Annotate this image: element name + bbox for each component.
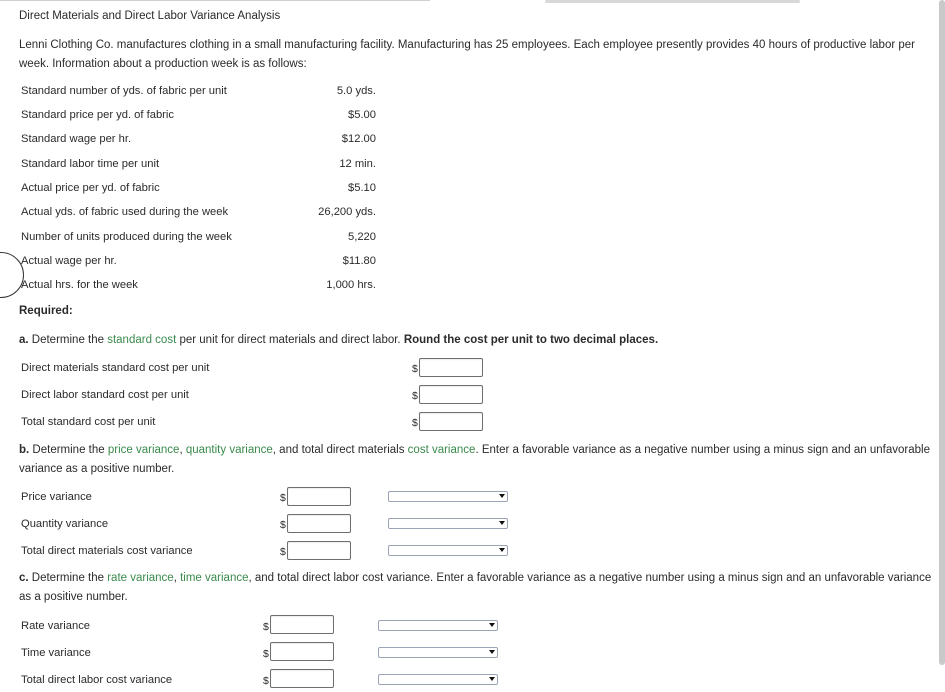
- total-standard-cost-input[interactable]: [419, 412, 483, 431]
- info-label: Standard number of yds. of fabric per unit: [21, 85, 227, 97]
- dollar-sign: $: [263, 621, 269, 633]
- info-label: Actual yds. of fabric used during the week: [21, 206, 229, 218]
- total-dm-variance-input[interactable]: [287, 541, 351, 560]
- rate-variance-link[interactable]: rate variance: [107, 572, 174, 584]
- row-label: Time variance: [21, 647, 91, 659]
- required-heading: Required:: [19, 305, 73, 317]
- row-label: Total direct labor cost variance: [21, 674, 173, 686]
- info-value: $11.80: [342, 255, 376, 267]
- info-value: $5.10: [348, 182, 376, 194]
- part-b-instructions: [19, 441, 934, 479]
- time-variance-link[interactable]: time variance: [180, 572, 249, 584]
- row-label: Price variance: [21, 491, 92, 503]
- rate-variance-input[interactable]: [270, 615, 334, 634]
- part-b-text: ,: [179, 444, 186, 456]
- part-a-prefix: a.: [19, 334, 29, 346]
- info-value: $5.00: [348, 109, 376, 121]
- standard-cost-link[interactable]: standard cost: [107, 334, 177, 346]
- price-variance-link[interactable]: price variance: [107, 444, 180, 456]
- time-variance-input[interactable]: [270, 642, 334, 661]
- row-label: Direct materials standard cost per unit: [21, 362, 210, 374]
- dm-standard-cost-input[interactable]: [419, 358, 483, 377]
- part-a-text: Determine the: [28, 334, 108, 346]
- top-shadow-bar: [545, 0, 800, 3]
- info-value: 26,200 yds.: [318, 206, 376, 218]
- info-label: Standard labor time per unit: [21, 158, 160, 170]
- total-dm-variance-type-select[interactable]: [388, 545, 508, 556]
- top-divider: [0, 0, 430, 1]
- quantity-variance-link[interactable]: quantity variance: [185, 444, 273, 456]
- part-b-text: Determine the: [29, 444, 108, 456]
- part-c-instructions: [19, 569, 934, 607]
- dollar-sign: $: [263, 675, 269, 687]
- row-label: Direct labor standard cost per unit: [21, 389, 189, 401]
- info-label: Actual price per yd. of fabric: [21, 182, 160, 194]
- info-label: Standard wage per hr.: [21, 133, 132, 145]
- vertical-scrollbar[interactable]: [939, 0, 945, 665]
- info-value: $12.00: [341, 133, 376, 145]
- info-label: Actual hrs. for the week: [21, 279, 138, 291]
- dollar-sign: $: [412, 390, 418, 402]
- price-variance-input[interactable]: [287, 487, 351, 506]
- info-label: Number of units produced during the week: [21, 231, 232, 243]
- dollar-sign: $: [280, 546, 286, 558]
- price-variance-type-select[interactable]: [388, 491, 508, 502]
- row-label: Total direct materials cost variance: [21, 545, 193, 557]
- info-label: Actual wage per hr.: [21, 255, 117, 267]
- part-c-text: ,: [173, 572, 181, 584]
- total-dl-variance-type-select[interactable]: [378, 674, 498, 685]
- dl-standard-cost-input[interactable]: [419, 385, 483, 404]
- dollar-sign: $: [412, 363, 418, 375]
- part-a-instructions: [19, 334, 658, 346]
- part-b-text: . Enter a favorable variance as a negative number using a minus sign and an unfavorable variance as a positive number.: [19, 444, 930, 475]
- quantity-variance-input[interactable]: [287, 514, 351, 533]
- info-value: 5.0 yds.: [336, 85, 376, 97]
- part-c-text: , and total direct labor cost variance. Enter a favorable variance as a negative number using a minus sign and an unfavorable variance as a positive number.: [19, 572, 932, 603]
- dollar-sign: $: [263, 648, 269, 660]
- part-c-prefix: c.: [19, 572, 29, 584]
- dollar-sign: $: [412, 417, 418, 429]
- total-dl-variance-input[interactable]: [270, 669, 334, 688]
- part-c-text: Determine the: [28, 572, 108, 584]
- part-b-text: , and total direct materials: [272, 444, 408, 456]
- info-label: Standard price per yd. of fabric: [21, 109, 174, 121]
- cost-variance-link[interactable]: cost variance: [407, 444, 476, 456]
- info-value: 12 min.: [339, 158, 376, 170]
- rate-variance-type-select[interactable]: [378, 620, 498, 631]
- intro-paragraph: Lenni Clothing Co. manufactures clothing in a small manufacturing facility. Manufacturing has 25 employees. Each employee presently provides 40 hours of productive labor per week. Information about a production week is as follows:: [19, 39, 915, 70]
- quantity-variance-type-select[interactable]: [388, 518, 508, 529]
- dollar-sign: $: [280, 519, 286, 531]
- page-title: Direct Materials and Direct Labor Variance Analysis: [19, 10, 281, 22]
- time-variance-type-select[interactable]: [378, 647, 498, 658]
- info-value: 5,220: [348, 231, 376, 243]
- info-value: 1,000 hrs.: [326, 279, 376, 291]
- row-label: Rate variance: [21, 620, 91, 632]
- part-a-text: per unit for direct materials and direct labor.: [176, 334, 404, 346]
- part-b-prefix: b.: [19, 444, 30, 456]
- part-a-rounding-note: Round the cost per unit to two decimal places.: [403, 334, 659, 346]
- row-label: Quantity variance: [21, 518, 109, 530]
- row-label: Total standard cost per unit: [21, 416, 156, 428]
- dollar-sign: $: [280, 492, 286, 504]
